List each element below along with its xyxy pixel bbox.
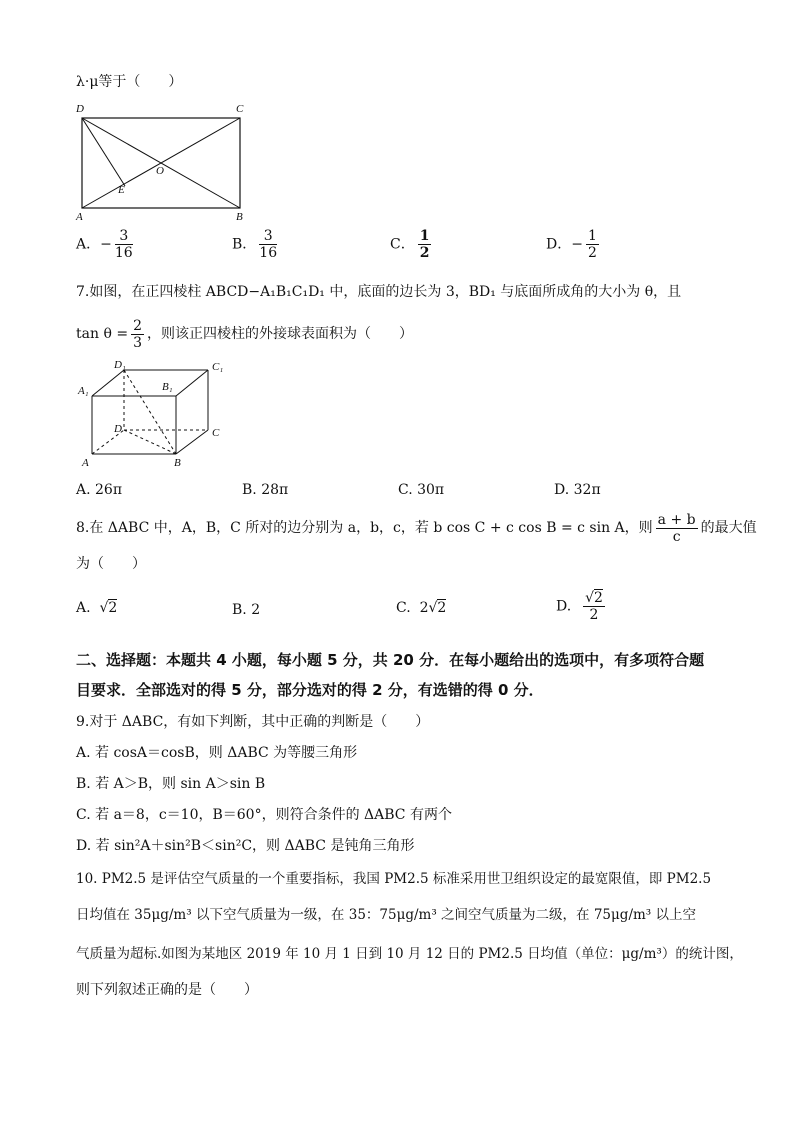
section2-heading-line2: 目要求．全部选对的得 5 分，部分选对的得 2 分，有选错的得 0 分． (76, 681, 544, 699)
q6-label-b: B (236, 211, 243, 223)
q7-label-b1: B₁ (162, 381, 173, 393)
q6-label-a: A (76, 211, 83, 223)
section2-heading-line1: 二、选择题：本题共 4 小题，每小题 5 分，共 20 分．在每小题给出的选项中，有多项符合题 (76, 651, 705, 669)
q8-stem-line1: 8.在 ΔABC 中，A，B，C 所对的边分别为 a，b，c，若 b cos C + c cos B = c sin A，则 $\frac{a + b}{c}$ 的最大值 (76, 511, 757, 545)
q7-stem-line1: 7.如图，在正四棱柱 ABCD−A₁B₁C₁D₁ 中，底面的边长为 3，BD₁ 与底面所成角的大小为 θ，且 (76, 284, 682, 300)
q6-option-c: C． $\frac{1}{2}$ (390, 228, 430, 261)
q9-option-d: D. 若 sin²A＋sin²B＜sin²C，则 ΔABC 是钝角三角形 (76, 838, 415, 854)
q9-option-c: C. 若 a＝8，c＝10，B＝60°，则符合条件的 ΔABC 有两个 (76, 807, 452, 823)
q7-label-d: D (114, 423, 122, 435)
q9-stem: 9.对于 ΔABC，有如下判断，其中正确的判断是（ ） (76, 714, 430, 730)
q6-label-d: D (76, 103, 84, 115)
q10-line1: 10. PM2.5 是评估空气质量的一个重要指标，我国 PM2.5 标准采用世卫组织设定的最宽限值，即 PM2.5 (76, 871, 712, 887)
q7-label-c: C (212, 427, 220, 439)
q6-rectangle-figure (76, 100, 256, 225)
q8-stem-line2: 为（ ） (76, 556, 146, 572)
q7-stem-line2: tan θ = $\frac{2}{3}$ ，则该正四棱柱的外接球表面积为（ ） (76, 317, 413, 351)
q7-label-c1: C₁ (212, 361, 224, 373)
q6-label-c: C (236, 103, 244, 115)
q7-label-d1: D₁ (114, 359, 126, 371)
q8-option-a: A. √2 (76, 600, 118, 616)
q10-line2: 日均值在 35μg/m³ 以下空气质量为一级，在 35：75μg/m³ 之间空气质量为二级，在 75μg/m³ 以上空 (76, 907, 696, 923)
q7-prism-figure (78, 358, 238, 474)
q7-label-a: A (82, 457, 89, 469)
q10-line4: 则下列叙述正确的是（ ） (76, 982, 258, 998)
q7-label-b: B (174, 457, 181, 469)
q6-option-b: B． $\frac{3}{16}$ (232, 228, 278, 261)
q6-option-d: D．− $\frac{1}{2}$ (546, 228, 597, 261)
q7-option-a: A. 26π (76, 482, 123, 498)
q10-line3: 气质量为超标.如图为某地区 2019 年 10 月 1 日到 10 月 12 日的 PM2.5 日均值（单位：μg/m³）的统计图， (76, 946, 743, 962)
q6-stem-tail: λ·μ等于（ ） (76, 74, 183, 90)
q7-label-a1: A₁ (78, 385, 89, 397)
q6-option-a: A．− $\frac{3}{16}$ (76, 228, 133, 261)
q7-option-c: C. 30π (398, 482, 445, 498)
q9-option-b: B. 若 A＞B，则 sin A＞sin B (76, 776, 266, 792)
q8-option-c: C. 2√2 (396, 600, 447, 616)
q8-option-d: D. $\frac{√2}{2}$ (556, 590, 603, 623)
q9-option-a: A. 若 cosA＝cosB，则 ΔABC 为等腰三角形 (76, 745, 358, 761)
q7-option-d: D. 32π (554, 482, 601, 498)
q6-label-e: E (118, 184, 125, 196)
q7-option-b: B. 28π (242, 482, 289, 498)
q8-option-b: B. 2 (232, 602, 261, 618)
q6-label-o: O (156, 165, 164, 177)
